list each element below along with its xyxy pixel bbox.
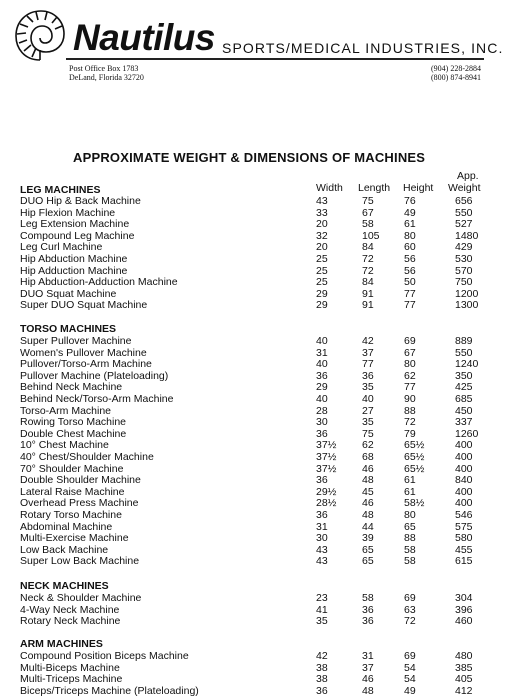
height-value: 65½ bbox=[404, 451, 425, 463]
brand-name: Nautilus bbox=[73, 17, 215, 58]
table-row bbox=[0, 381, 513, 393]
length-value: 31 bbox=[362, 650, 374, 662]
phone-1: (904) 228-2884 bbox=[431, 64, 481, 73]
length-value: 42 bbox=[362, 335, 374, 347]
width-value: 37½ bbox=[316, 462, 337, 475]
width-value: 43 bbox=[316, 195, 328, 207]
height-value: 49 bbox=[404, 684, 416, 697]
weight-value: 550 bbox=[455, 346, 473, 359]
table-row bbox=[0, 416, 513, 428]
weight-value: 350 bbox=[455, 369, 473, 382]
height-value: 69 bbox=[404, 335, 416, 347]
width-value: 40 bbox=[316, 358, 328, 371]
length-value: 48 bbox=[362, 474, 374, 487]
height-value: 61 bbox=[404, 474, 416, 487]
table-row bbox=[0, 276, 513, 288]
height-value: 58 bbox=[404, 543, 416, 556]
col-header-length: Length bbox=[358, 182, 391, 194]
width-value: 40 bbox=[316, 393, 328, 405]
machine-name: DUO Hip & Back Machine bbox=[20, 195, 141, 207]
length-value: 72 bbox=[362, 253, 374, 265]
length-value: 44 bbox=[362, 520, 374, 533]
width-value: 36 bbox=[316, 509, 328, 521]
length-value: 27 bbox=[362, 404, 374, 417]
length-value: 58 bbox=[362, 592, 374, 604]
weight-value: 575 bbox=[455, 520, 473, 533]
width-value: 20 bbox=[316, 218, 328, 231]
table-row bbox=[0, 265, 513, 277]
width-value: 25 bbox=[316, 264, 328, 277]
weight-value: 570 bbox=[455, 264, 473, 277]
length-value: 48 bbox=[362, 509, 374, 521]
length-value: 35 bbox=[362, 416, 374, 429]
height-value: 72 bbox=[404, 615, 416, 628]
machine-name: Compound Position Biceps Machine bbox=[20, 650, 189, 662]
weight-value: 1300 bbox=[455, 299, 479, 312]
table-row bbox=[0, 451, 513, 463]
table-row bbox=[0, 532, 513, 544]
height-value: 50 bbox=[404, 276, 416, 289]
height-value: 79 bbox=[404, 427, 416, 440]
height-value: 77 bbox=[404, 299, 416, 312]
width-value: 30 bbox=[316, 532, 328, 545]
height-value: 58½ bbox=[404, 497, 425, 510]
machine-name: Hip Abduction Machine bbox=[20, 253, 128, 265]
machine-name: Lateral Raise Machine bbox=[20, 485, 125, 498]
machine-name: Hip Adduction Machine bbox=[20, 264, 128, 277]
height-value: 54 bbox=[404, 673, 416, 686]
height-value: 80 bbox=[404, 229, 416, 242]
weight-value: 840 bbox=[455, 474, 473, 487]
height-value: 54 bbox=[404, 661, 416, 674]
height-value: 58 bbox=[404, 555, 416, 568]
table-row bbox=[0, 230, 513, 242]
width-value: 31 bbox=[316, 520, 328, 533]
length-value: 75 bbox=[362, 427, 374, 440]
weight-value: 429 bbox=[455, 241, 473, 254]
machine-name: Abdominal Machine bbox=[20, 520, 113, 533]
weight-value: 455 bbox=[455, 543, 473, 556]
table-row bbox=[0, 218, 513, 230]
height-value: 61 bbox=[404, 218, 416, 231]
weight-value: 1260 bbox=[455, 427, 479, 440]
height-value: 49 bbox=[404, 206, 416, 219]
length-value: 48 bbox=[362, 684, 374, 697]
table-row bbox=[0, 370, 513, 382]
weight-value: 1480 bbox=[455, 229, 479, 242]
machine-name: 70° Shoulder Machine bbox=[20, 462, 124, 475]
machine-name: Pullover Machine (Plateloading) bbox=[20, 369, 169, 382]
height-value: 65 bbox=[404, 520, 416, 533]
width-value: 28 bbox=[316, 404, 328, 417]
table-row bbox=[0, 673, 513, 685]
weight-value: 530 bbox=[455, 253, 473, 265]
table-row bbox=[0, 521, 513, 533]
height-value: 63 bbox=[404, 603, 416, 616]
width-value: 35 bbox=[316, 615, 328, 628]
weight-value: 1200 bbox=[455, 287, 479, 300]
machine-name: Low Back Machine bbox=[20, 543, 109, 556]
machine-name: Pullover/Torso-Arm Machine bbox=[20, 358, 152, 371]
letterhead-rule bbox=[66, 58, 484, 60]
machine-name: Super DUO Squat Machine bbox=[20, 299, 148, 312]
section-heading-torso: TORSO MACHINES bbox=[20, 323, 117, 335]
table-row bbox=[0, 509, 513, 521]
width-value: 36 bbox=[316, 474, 328, 487]
weight-value: 889 bbox=[455, 335, 473, 347]
table-row bbox=[0, 650, 513, 662]
weight-value: 550 bbox=[455, 206, 473, 219]
length-value: 91 bbox=[362, 299, 374, 312]
height-value: 77 bbox=[404, 287, 416, 300]
machine-name: Torso-Arm Machine bbox=[20, 404, 112, 417]
height-value: 88 bbox=[404, 532, 416, 545]
col-header-width: Width bbox=[316, 182, 343, 194]
width-value: 43 bbox=[316, 555, 328, 568]
address-line-1: Post Office Box 1783 bbox=[69, 64, 139, 73]
height-value: 77 bbox=[404, 381, 416, 394]
table-row bbox=[0, 393, 513, 405]
nautilus-shell-icon bbox=[12, 6, 68, 64]
table-row bbox=[0, 486, 513, 498]
table-row bbox=[0, 497, 513, 509]
table-row bbox=[0, 439, 513, 451]
machine-name: DUO Squat Machine bbox=[20, 287, 117, 300]
length-value: 46 bbox=[362, 497, 374, 510]
machine-name: Women's Pullover Machine bbox=[20, 346, 147, 359]
weight-value: 450 bbox=[455, 404, 473, 417]
table-row bbox=[0, 615, 513, 627]
width-value: 29 bbox=[316, 299, 328, 312]
machine-name: Leg Extension Machine bbox=[20, 218, 130, 231]
width-value: 30 bbox=[316, 416, 328, 429]
machine-name: Double Shoulder Machine bbox=[20, 474, 141, 487]
table-row bbox=[0, 474, 513, 486]
length-value: 77 bbox=[362, 358, 374, 371]
height-value: 56 bbox=[404, 264, 416, 277]
weight-value: 400 bbox=[455, 485, 473, 498]
length-value: 36 bbox=[362, 615, 374, 628]
length-value: 46 bbox=[362, 462, 374, 475]
table-row bbox=[0, 555, 513, 567]
width-value: 37½ bbox=[316, 439, 337, 452]
machine-name: Multi-Exercise Machine bbox=[20, 532, 129, 545]
width-value: 43 bbox=[316, 543, 328, 556]
height-value: 72 bbox=[404, 416, 416, 429]
weight-value: 750 bbox=[455, 276, 473, 289]
length-value: 68 bbox=[362, 451, 374, 463]
height-value: 90 bbox=[404, 393, 416, 405]
machine-name: Super Pullover Machine bbox=[20, 335, 132, 347]
table-row bbox=[0, 347, 513, 359]
width-value: 23 bbox=[316, 592, 328, 604]
length-value: 39 bbox=[362, 532, 374, 545]
table-row bbox=[0, 253, 513, 265]
length-value: 65 bbox=[362, 555, 374, 568]
weight-value: 385 bbox=[455, 661, 473, 674]
machine-name: Rotary Neck Machine bbox=[20, 615, 121, 628]
table-row bbox=[0, 358, 513, 370]
machine-name: Overhead Press Machine bbox=[20, 497, 139, 510]
width-value: 20 bbox=[316, 241, 328, 254]
width-value: 29 bbox=[316, 381, 328, 394]
weight-value: 304 bbox=[455, 592, 473, 604]
table-row bbox=[0, 195, 513, 207]
width-value: 41 bbox=[316, 603, 328, 616]
weight-value: 400 bbox=[455, 439, 473, 452]
section-heading-arm: ARM MACHINES bbox=[20, 638, 103, 650]
col-header-height: Height bbox=[403, 182, 434, 194]
height-value: 69 bbox=[404, 650, 416, 662]
width-value: 36 bbox=[316, 427, 328, 440]
length-value: 45 bbox=[362, 485, 374, 498]
height-value: 61 bbox=[404, 485, 416, 498]
table-row bbox=[0, 207, 513, 219]
table-row bbox=[0, 335, 513, 347]
weight-value: 546 bbox=[455, 509, 473, 521]
weight-value: 405 bbox=[455, 673, 473, 686]
weight-value: 400 bbox=[455, 497, 473, 510]
machine-name: Hip Abduction-Adduction Machine bbox=[20, 276, 178, 289]
width-value: 36 bbox=[316, 369, 328, 382]
length-value: 84 bbox=[362, 241, 374, 254]
height-value: 65½ bbox=[404, 439, 425, 452]
machine-name: Leg Curl Machine bbox=[20, 241, 103, 254]
weight-value: 580 bbox=[455, 532, 473, 545]
table-row bbox=[0, 604, 513, 616]
table-row bbox=[0, 662, 513, 674]
width-value: 29½ bbox=[316, 485, 337, 498]
length-value: 40 bbox=[362, 393, 374, 405]
height-value: 80 bbox=[404, 509, 416, 521]
table-row bbox=[0, 463, 513, 475]
length-value: 46 bbox=[362, 673, 374, 686]
weight-value: 527 bbox=[455, 218, 473, 231]
width-value: 37½ bbox=[316, 451, 337, 463]
table-row bbox=[0, 288, 513, 300]
length-value: 62 bbox=[362, 439, 374, 452]
machine-name: 40° Chest/Shoulder Machine bbox=[20, 451, 154, 463]
height-value: 76 bbox=[404, 195, 416, 207]
page-title: APPROXIMATE WEIGHT & DIMENSIONS OF MACHINES bbox=[73, 150, 426, 165]
phone-2: (800) 874-8941 bbox=[431, 73, 481, 82]
weight-value: 615 bbox=[455, 555, 473, 568]
address-line-2: DeLand, Florida 32720 bbox=[69, 73, 144, 82]
length-value: 84 bbox=[362, 276, 374, 289]
table-row bbox=[0, 299, 513, 311]
height-value: 65½ bbox=[404, 462, 425, 475]
height-value: 69 bbox=[404, 592, 416, 604]
machine-name: Multi-Triceps Machine bbox=[20, 673, 123, 686]
machine-name: 4-Way Neck Machine bbox=[20, 603, 120, 616]
weight-value: 480 bbox=[455, 650, 473, 662]
length-value: 65 bbox=[362, 543, 374, 556]
weight-value: 685 bbox=[455, 393, 473, 405]
col-header-weight-2: Weight bbox=[448, 182, 481, 194]
length-value: 36 bbox=[362, 369, 374, 382]
length-value: 67 bbox=[362, 206, 374, 219]
col-header-weight-1: App. bbox=[457, 170, 479, 182]
weight-value: 425 bbox=[455, 381, 473, 394]
length-value: 37 bbox=[362, 661, 374, 674]
weight-value: 400 bbox=[455, 451, 473, 463]
weight-value: 1240 bbox=[455, 358, 479, 371]
machine-name: Super Low Back Machine bbox=[20, 555, 140, 568]
width-value: 25 bbox=[316, 253, 328, 265]
machine-name: Multi-Biceps Machine bbox=[20, 661, 120, 674]
section-heading-neck: NECK MACHINES bbox=[20, 580, 109, 592]
length-value: 91 bbox=[362, 287, 374, 300]
height-value: 67 bbox=[404, 346, 416, 359]
length-value: 105 bbox=[362, 229, 380, 242]
width-value: 38 bbox=[316, 673, 328, 686]
width-value: 25 bbox=[316, 276, 328, 289]
section-heading-leg: LEG MACHINES bbox=[20, 184, 101, 196]
table-row bbox=[0, 405, 513, 417]
machine-name: Double Chest Machine bbox=[20, 427, 127, 440]
width-value: 42 bbox=[316, 650, 328, 662]
width-value: 28½ bbox=[316, 497, 337, 510]
length-value: 75 bbox=[362, 195, 374, 207]
machine-name: Hip Flexion Machine bbox=[20, 206, 116, 219]
machine-name: 10° Chest Machine bbox=[20, 439, 109, 452]
machine-name: Rowing Torso Machine bbox=[20, 416, 127, 429]
width-value: 33 bbox=[316, 206, 328, 219]
length-value: 58 bbox=[362, 218, 374, 231]
length-value: 36 bbox=[362, 603, 374, 616]
length-value: 37 bbox=[362, 346, 374, 359]
width-value: 36 bbox=[316, 684, 328, 697]
width-value: 29 bbox=[316, 287, 328, 300]
machine-name: Neck & Shoulder Machine bbox=[20, 592, 142, 604]
table-row bbox=[0, 544, 513, 556]
length-value: 72 bbox=[362, 264, 374, 277]
weight-value: 337 bbox=[455, 416, 473, 429]
table-row bbox=[0, 241, 513, 253]
table-row bbox=[0, 685, 513, 697]
machine-name: Rotary Torso Machine bbox=[20, 509, 122, 521]
width-value: 38 bbox=[316, 661, 328, 674]
company-name: SPORTS/MEDICAL INDUSTRIES, INC. bbox=[222, 40, 504, 56]
weight-value: 396 bbox=[455, 603, 473, 616]
machine-name: Biceps/Triceps Machine (Plateloading) bbox=[20, 684, 199, 697]
height-value: 88 bbox=[404, 404, 416, 417]
weight-value: 412 bbox=[455, 684, 473, 697]
width-value: 31 bbox=[316, 346, 328, 359]
height-value: 56 bbox=[404, 253, 416, 265]
weight-value: 400 bbox=[455, 462, 473, 475]
machine-name: Behind Neck Machine bbox=[20, 381, 123, 394]
height-value: 62 bbox=[404, 369, 416, 382]
height-value: 60 bbox=[404, 241, 416, 254]
width-value: 40 bbox=[316, 335, 328, 347]
weight-value: 460 bbox=[455, 615, 473, 628]
height-value: 80 bbox=[404, 358, 416, 371]
machine-name: Compound Leg Machine bbox=[20, 229, 135, 242]
length-value: 35 bbox=[362, 381, 374, 394]
width-value: 32 bbox=[316, 229, 328, 242]
table-row bbox=[0, 428, 513, 440]
weight-value: 656 bbox=[455, 195, 473, 207]
table-row bbox=[0, 592, 513, 604]
machine-name: Behind Neck/Torso-Arm Machine bbox=[20, 393, 174, 405]
